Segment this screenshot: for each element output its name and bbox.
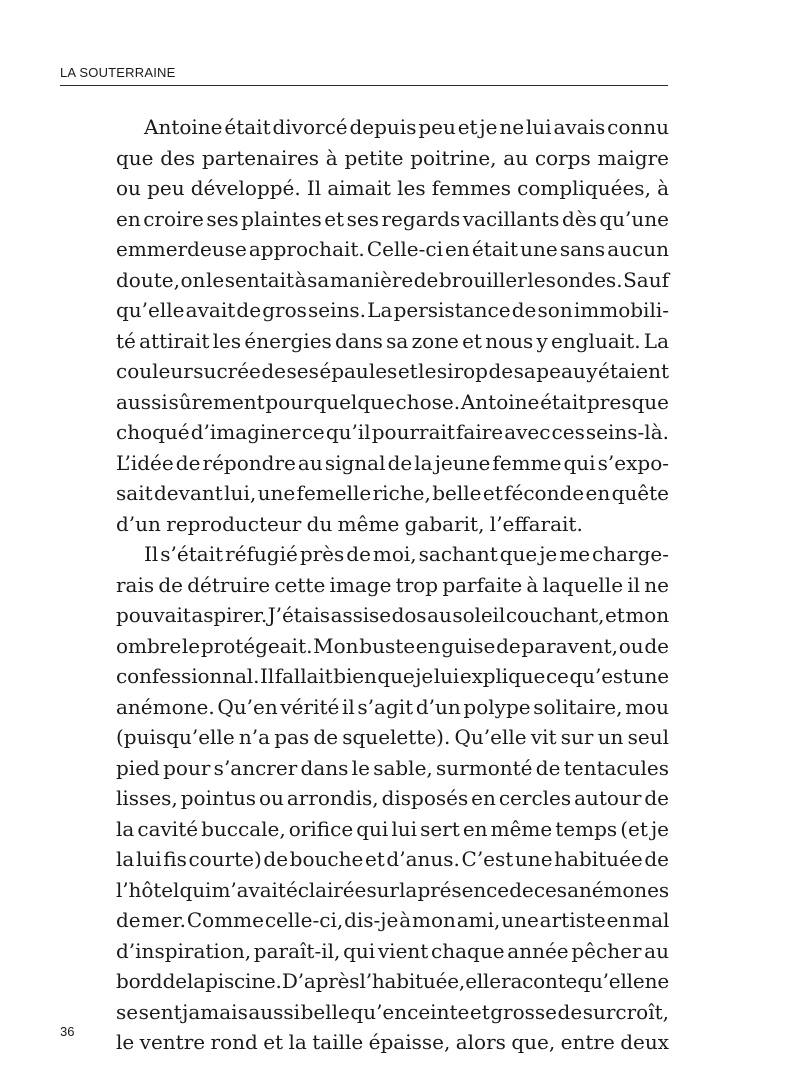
body-text <box>116 112 669 1058</box>
text-line: en croire ses plaintes et ses regards vacillants dès qu’une <box>116 206 669 231</box>
text-line: rais de détruire cette image trop parfaite à laquelle il ne <box>116 572 669 597</box>
text-line: d’un reproducteur du même gabarit, l’effarait. <box>116 511 583 536</box>
text-line: se sent jamais aussi belle qu’enceinte et grosse de surcroît, <box>116 999 669 1024</box>
text-line: de mer. Comme celle-ci, dis-je à mon ami, une artiste en mal <box>116 908 670 932</box>
text-line: la lui fis courte) de bouche et d’anus. C’est une habituée de <box>116 847 669 871</box>
text-line: ombre le protégeait. Mon buste en guise de paravent, ou de <box>116 633 669 658</box>
text-line: emmerdeuse approchait. Celle-ci en était une sans aucun <box>116 237 669 261</box>
text-line: pouvait aspirer. J’étais assise dos au soleil couchant, et mon <box>116 603 669 627</box>
text-line: doute, on le sentait à sa manière de brouiller les ondes. Sauf <box>116 267 669 292</box>
text-line: d’inspiration, paraît-il, qui vient chaque année pêcher au <box>116 938 669 963</box>
running-head <box>60 64 668 86</box>
text-line: le ventre rond et la taille épaisse, alors que, entre deux <box>116 1030 669 1054</box>
text-line: l’hôtel qui m’avait éclairée sur la présence de ces anémones <box>116 877 669 902</box>
text-line: Antoine était divorcé depuis peu et je ne lui avais connu <box>144 115 669 139</box>
text-line: que des partenaires à petite poitrine, au corps maigre <box>116 145 669 170</box>
text-line: (puisqu’elle n’a pas de squelette). Qu’elle vit sur un seul <box>116 725 669 749</box>
text-line: anémone. Qu’en vérité il s’agit d’un polype solitaire, mou <box>116 694 669 719</box>
text-line: sait devant lui, une femelle riche, belle et féconde en quête <box>116 481 669 505</box>
running-title: LA SOUTERRAINE <box>60 65 176 80</box>
text-line: lisses, pointus ou arrondis, disposés en cercles autour de <box>116 786 669 810</box>
text-line: ou peu développé. Il aimait les femmes compliquées, à <box>116 176 669 200</box>
text-line: pied pour s’ancrer dans le sable, surmonté de tentacules <box>116 755 669 780</box>
text-line: L’idée de répondre au signal de la jeune femme qui s’expo- <box>116 450 669 475</box>
text-line: qu’elle avait de gros seins. La persistance de son immobili- <box>116 298 669 322</box>
text-line: bord de la piscine. D’après l’habituée, elle raconte qu’elle ne <box>116 969 669 993</box>
page-number: 36 <box>60 1024 75 1039</box>
text-line: la cavité buccale, orifice qui lui sert en même temps (et je <box>116 816 669 841</box>
text-line: aussi sûrement pour quelque chose. Antoine était presque <box>116 389 669 414</box>
text-line: choqué d’imaginer ce qu’il pourrait faire avec ces seins-là. <box>116 420 669 444</box>
text-line: té attirait les énergies dans sa zone et nous y engluait. La <box>116 328 669 353</box>
text-line: confessionnal. Il fallait bien que je lui explique ce qu’est une <box>116 664 669 688</box>
text-line: Il s’était réfugié près de moi, sachant que je me charge- <box>144 542 669 566</box>
text-line: couleur sucrée de ses épaules et le sirop de sa peau y étaient <box>116 359 669 383</box>
